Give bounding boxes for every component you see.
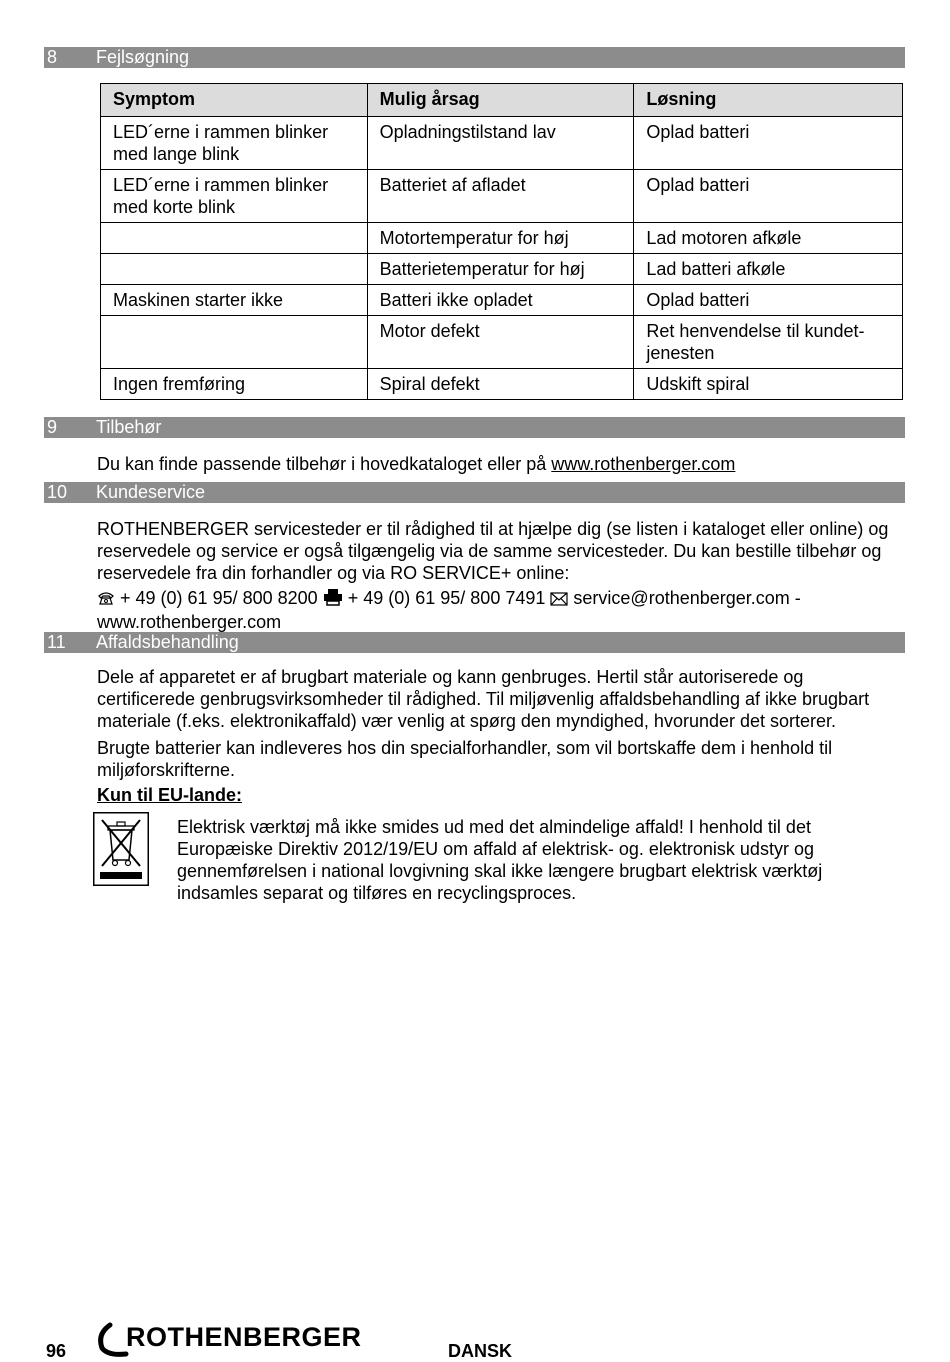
fax-icon <box>323 588 343 611</box>
table-cell: Ingen fremføring <box>101 369 368 400</box>
accessories-text: Du kan finde passende tilbehør i hovedkataloget eller på <box>97 454 552 474</box>
website-url[interactable]: www.rothenberger.com <box>97 612 282 632</box>
section-11-header <box>44 632 905 653</box>
section-number: 11 <box>47 632 66 652</box>
table-row <box>101 285 903 316</box>
eu-heading: Kun til EU-lande: <box>97 785 242 805</box>
section-10-header <box>44 482 905 503</box>
table-row <box>101 117 903 170</box>
table-cell: LED´erne i rammen blinker med lange blink <box>101 117 368 170</box>
section-8-header <box>44 47 905 68</box>
section-number: 10 <box>47 482 68 502</box>
table-row <box>101 254 903 285</box>
table-cell <box>101 223 368 254</box>
brand-name: ROTHENBERGER <box>126 1322 362 1352</box>
email-address[interactable]: service@rothenberger.com - <box>573 588 801 608</box>
table-cell: Batteriet af afladet <box>367 170 634 223</box>
phone-icon <box>97 589 115 611</box>
email-icon <box>550 589 568 611</box>
section-title: Fejlsøgning <box>96 47 190 67</box>
table-cell: Lad batteri afkøle <box>634 254 903 285</box>
table-cell: LED´erne i rammen blinker med korte blink <box>101 170 368 223</box>
table-cell: Oplad batteri <box>634 170 903 223</box>
table-row <box>101 223 903 254</box>
language-label: DANSK <box>448 1341 513 1361</box>
section-title: Tilbehør <box>96 417 162 437</box>
fax-number: + 49 (0) 61 95/ 800 7491 <box>347 588 546 608</box>
disposal-paragraph-1: Dele af apparetet er af brugbart materiale og kann genbruges. Hertil står autoriserede og certificerede genbrugsvirksomheder til rådighed. Til miljøvenlig affaldsbehandling af ikke brugbart materiale (f.eks. elektronikaffald) vær venlig at spørg den myndighed, hvorunder det sorterer. <box>97 667 870 731</box>
table-row <box>101 170 903 223</box>
customer-service-paragraph: ROTHENBERGER servicesteder er til rådighed til at hjælpe dig (se listen i kataloget eller online) og reservedele og service er også tilgængelig via de samme servicesteder. Du kan bestille tilbehør og reservedele fra din forhandler og via RO SERVICE+ online: <box>97 519 889 583</box>
table-cell: Oplad batteri <box>634 117 903 170</box>
accessories-paragraph <box>97 453 903 475</box>
page-number: 96 <box>46 1341 67 1361</box>
table-cell: Batterietemperatur for høj <box>367 254 634 285</box>
website-link[interactable]: www.rothenberger.com <box>551 454 736 474</box>
table-cell: Motor defekt <box>367 316 634 369</box>
eu-directive-paragraph: Elektrisk værktøj må ikke smides ud med det almindelige affald! I henhold til det Europæiske Direktiv 2012/19/EU om affald af elektrisk- og. elektronisk udstyr og gennemførelsen i national lovgivning skal ikke længere brugbart elektrisk værktøj indsamles separat og tilføres en recyclingsproces. <box>177 817 823 903</box>
disposal-paragraph-2: Brugte batterier kan indleveres hos din specialforhandler, som vil bortskaffe dem i henhold til miljøforskrifterne. <box>97 738 833 780</box>
table-cell <box>101 254 368 285</box>
section-title: Affaldsbehandling <box>96 632 239 652</box>
table-cell: Motortemperatur for høj <box>367 223 634 254</box>
column-header-symptom: Symptom <box>101 84 368 117</box>
weee-bin-icon <box>93 812 149 886</box>
section-number: 8 <box>47 47 58 67</box>
table-header-row <box>101 84 903 117</box>
section-title: Kundeservice <box>96 482 206 502</box>
table-cell <box>101 316 368 369</box>
table-cell: Oplad batteri <box>634 285 903 316</box>
troubleshooting-table <box>100 83 903 400</box>
section-number: 9 <box>47 417 58 437</box>
table-cell: Udskift spiral <box>634 369 903 400</box>
disposal-block <box>97 666 903 806</box>
table-cell: Opladningstilstand lav <box>367 117 634 170</box>
table-cell: Batteri ikke opladet <box>367 285 634 316</box>
customer-service-block <box>97 518 905 633</box>
table-cell: Spiral defekt <box>367 369 634 400</box>
table-cell: Ret henvendelse til kundet-jenesten <box>634 316 903 369</box>
table-cell: Lad motoren afkøle <box>634 223 903 254</box>
column-header-solution: Løsning <box>634 84 903 117</box>
contact-line <box>97 587 905 611</box>
table-row <box>101 369 903 400</box>
table-row <box>101 316 903 369</box>
table-cell: Maskinen starter ikke <box>101 285 368 316</box>
column-header-cause: Mulig årsag <box>367 84 634 117</box>
section-9-header <box>44 417 905 438</box>
phone-number: + 49 (0) 61 95/ 800 8200 <box>120 588 318 608</box>
rothenberger-logo <box>96 1322 362 1358</box>
